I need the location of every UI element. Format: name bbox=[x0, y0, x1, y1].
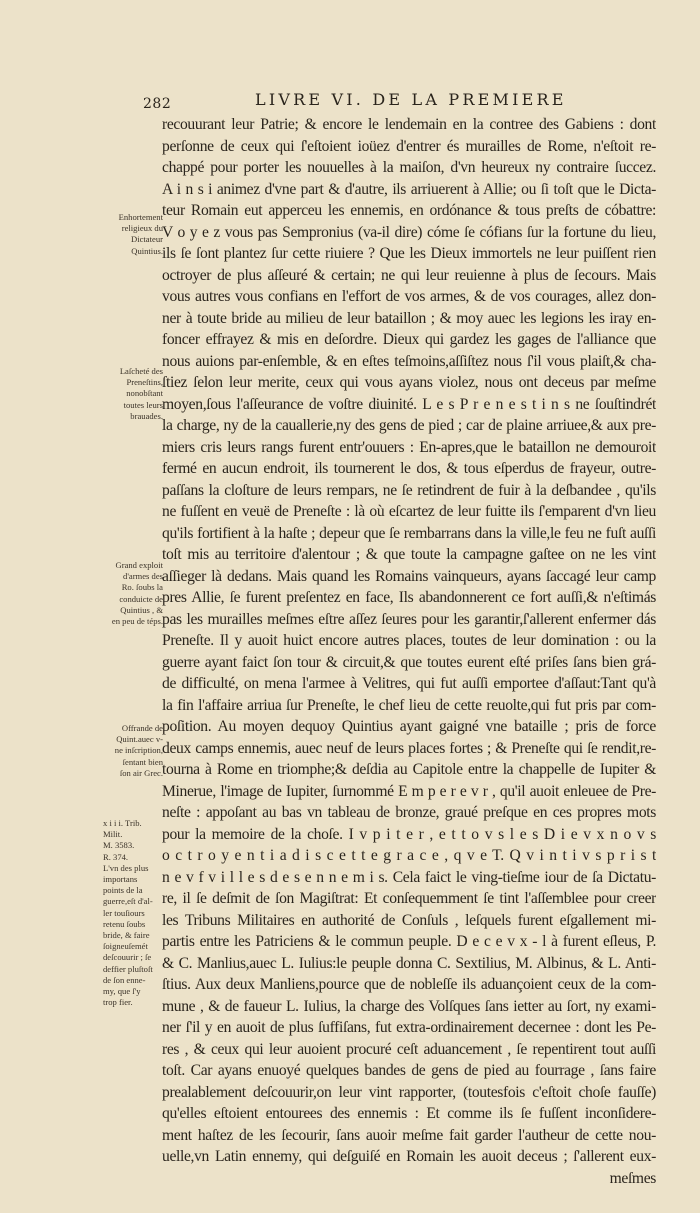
text-line: poſition. Au moyen dequoy Quintius ayant gaigné vne bataille ; pris de force bbox=[162, 718, 656, 735]
text-line: recouurant leur Patrie; & encore le lendemain en la contree des Gabiens : dont bbox=[162, 116, 656, 133]
text-line: guerre ayant faict ſon tour & circuit,& que toutes eurent eſté priſes ſans bien grá- bbox=[162, 653, 656, 671]
margin-note-line: deſcouurir ; ſe bbox=[103, 952, 152, 963]
body-text bbox=[162, 114, 656, 1189]
margin-note-exhortation bbox=[103, 212, 163, 257]
text-line: & C. Manlius,auec L. Iulius:le peuple donna C. Sextilius, M. Albinus, & L. Anti- bbox=[162, 954, 656, 972]
margin-note-line: nonobſtant bbox=[126, 388, 163, 399]
margin-note-line: M. 3583. bbox=[103, 840, 135, 851]
text-line: ſtiez ſelon leur merite, ceux qui vous ayans violez, nous ont deceus par meſme bbox=[162, 374, 656, 391]
text-line: partis entre les Patriciens & le commun peuple. D e c e v x - l à furent eſleus, P. bbox=[162, 933, 656, 950]
margin-note-line: points de la bbox=[103, 885, 143, 896]
margin-note-line: x i i i. Trib. bbox=[103, 818, 142, 828]
text-line: A i n s i animez d'vne part & d'autre, ils arriuerent à Allie; ou ſi toſt que le Dicta- bbox=[162, 180, 656, 198]
text-line: ner à toute bride au milieu de leur bataillon ; & moy auec les legions les iray en- bbox=[162, 309, 656, 327]
text-line: toſt mis au territoire d'alentour ; & que toute la campagne gaſtee on ne les vint bbox=[162, 546, 656, 563]
margin-note-exploit bbox=[103, 560, 163, 627]
text-line: pour la memoire de la choſe. I v p i t e r , e t t o v s l e s D i e v x n o v s bbox=[162, 825, 656, 843]
margin-note-line: Offrande de bbox=[121, 723, 163, 733]
text-line: moyen,ſous l'aſſeurance de voſtre diuinité. L e s P r e n e s t i n s ne ſouſtindrét bbox=[162, 395, 656, 413]
margin-note-line: trop fier. bbox=[103, 997, 133, 1008]
text-line: fermé en aucun endroit, ils tournerent le dos, & tous eſperdus de frayeur, outre- bbox=[162, 460, 656, 477]
text-line: pas les murailles meſmes eſtre aſſez ſeures pour les garantir,ſ'allerent enfermer dás bbox=[162, 610, 656, 628]
margin-note-line: ler touſiours bbox=[103, 907, 145, 918]
margin-note-prenestins bbox=[103, 366, 163, 422]
text-line: res , & ceux qui leur auoient procuré ceſt aduancement , ſe repentirent tout auſſi bbox=[162, 1040, 656, 1058]
text-line: la fin l'affaire arriua ſur Preneſte, le chef lieu de cette reuolte,qui fut pris par com- bbox=[162, 696, 656, 714]
text-line: neſte : appoſant au bas vn tableau de bronze, graué preſque en ces propres mots bbox=[162, 804, 656, 821]
text-line: pres Allie, ſe furent preſentez en face, Ils abandonnerent ce fort auſſi,& n'eſtimás bbox=[162, 589, 656, 606]
text-line: Preneſte. Il y auoit huict encore autres places, toutes de leur domination : ou la bbox=[162, 632, 656, 649]
text-line: les Tribuns Militaires en authorité de Conſuls , leſquels furent eſgallement mi- bbox=[162, 911, 656, 929]
text-line: qu'ils fortifient à la haſte ; depeur que ſe rembarrans dans la ville,le feu ne fuſt auſſi bbox=[162, 524, 656, 542]
margin-note-line: Quintius , & bbox=[120, 604, 163, 615]
margin-note-line: brauades. bbox=[130, 410, 163, 421]
margin-note-line: retenu ſoubs bbox=[103, 918, 146, 929]
text-line: la charge, ny de la cauallerie,ny des gens de pied ; car de plaine arriuee,& aux pre- bbox=[162, 417, 656, 434]
margin-note-line: en peu de téps. bbox=[111, 616, 163, 627]
text-line: foncer effrayez & mis en deſordre. Dieux qui gardez les gages de l'alliance que bbox=[162, 331, 656, 348]
text-line: perſonne de ceux qui ſ'eſtoient ioüez d'entrer és murailles de Rome, n'eſtoit re- bbox=[162, 137, 656, 155]
text-line: n e v f v i l l e s d e s e n n e m i s. Cela faict le ving-tieſme iour de ſa Dictatu- bbox=[162, 868, 656, 886]
text-line: ſtius. Aux deux Manliens,pource que de nobleſſe ils aduançoient ceux de la com- bbox=[162, 976, 656, 993]
text-line: V o y e z vous pas Sempronius (va-il dire) cóme ſe cófians ſur la fortune du lieu, bbox=[162, 223, 656, 241]
margin-note-line: Dictateur bbox=[131, 234, 163, 245]
margin-note-offrande bbox=[103, 723, 163, 779]
text-line: Minerue, l'image de Iupiter, ſurnommé E m p e r e v r , qu'il auoit enleuee de Pre- bbox=[162, 782, 656, 800]
margin-note-line: Ro. ſoubs la bbox=[121, 582, 163, 593]
text-line: ment haſtez de les ſecourir, ſans auoir meſme fait garder l'autheur de cette nou- bbox=[162, 1126, 656, 1144]
text-line: teur Romain eut apperceu les ennemis, en ordónance & tous preſts de cóbattre: bbox=[162, 202, 656, 219]
text-line: ner ſ'il y en auoit de plus ſuffiſans, fut extra-ordinairement decernee : dont les Pe- bbox=[162, 1019, 656, 1036]
margin-note-line: ſon air Grec. bbox=[119, 767, 163, 778]
text-line: chappé pour porter les nouuelles à la maiſon, d'vn heureux ny contraire ſuccez. bbox=[162, 159, 656, 176]
margin-note-line: Preneſtins, bbox=[126, 377, 163, 388]
margin-note-line: guerre,eſt d'al- bbox=[103, 896, 153, 907]
page-number: 282 bbox=[143, 96, 172, 112]
margin-note-line: ſentant bien bbox=[122, 756, 163, 767]
text-line: octroyer de plus aſſeuré & certain; ne qui leur reuienne à plus de ſecours. Mais bbox=[162, 266, 656, 284]
text-line: tourna à Rome en triomphe;& deſdia au Capitole entre la chappelle de Iupiter & bbox=[162, 761, 656, 778]
text-line: re, il ſe deſmit de ſon Magiſtrat: Et conſequemment ſe tint l'aſſemblee pour creer bbox=[162, 890, 656, 907]
text-line: de difficulté, on mena l'armee à Velitres, qui fut auſſi emportee d'aſſaut:Tant qu'à bbox=[162, 675, 656, 692]
text-line: qu'elles eſtoient entourees des ennemis : Et comme ils ſe fuſſent inconſidere- bbox=[162, 1105, 656, 1122]
margin-note-line: conduicte de bbox=[119, 593, 163, 604]
running-head: LIVRE VI. DE LA PREMIERE bbox=[255, 90, 567, 109]
text-line: vous autres vous confians en l'effort de vos armes, & de vos courages, allez don- bbox=[162, 288, 656, 305]
margin-note-line: d'armes des bbox=[123, 571, 163, 582]
margin-note-line: Quintius. bbox=[131, 245, 163, 256]
margin-note-line: my, que ſ'y bbox=[103, 986, 141, 997]
margin-note-line: de ſon enne- bbox=[103, 974, 146, 985]
margin-note-line: Enhortement bbox=[118, 212, 163, 222]
margin-note-line: Laſcheté des bbox=[119, 366, 163, 376]
text-line: ils ſe ſont plantez ſur cette riuiere ? Que les Dieux immortels ne leur puiſſent rien bbox=[162, 245, 656, 262]
text-line: miers cris leurs rangs furent entr'ouuers : En-apres,que le bataillon ne demouroit bbox=[162, 438, 656, 456]
margin-note-line: Milit. bbox=[103, 829, 123, 840]
text-line: prealablement deſcouurir,on leur vint rapporter, (toutesfois c'eſtoit choſe fauſſe) bbox=[162, 1083, 656, 1101]
margin-note-line: importans bbox=[103, 874, 138, 885]
text-line: nous auions par-enſemble, & en eſtes teſmoins,aſſiſtez nous ſ'il vous plaiſt,& cha- bbox=[162, 352, 656, 370]
margin-note-line: religieux du bbox=[121, 223, 163, 234]
margin-note-tribuns bbox=[103, 818, 163, 1008]
margin-note-line: bride, & faire bbox=[103, 930, 150, 941]
text-line: o c t r o y e n t i a d i s c e t t e g r a c e , q v e T. Q v i n t i v s p r i s t bbox=[162, 847, 656, 864]
margin-note-line: ne inſcription, bbox=[114, 745, 163, 756]
margin-note-line: deffier pluſtoſt bbox=[103, 963, 153, 974]
text-line: uelle,vn Latin ennemy, qui deſguiſé en Romain les auoit deceus ; ſ'allerent eux- bbox=[162, 1148, 656, 1165]
text-line: toſt. Car ayans enuoyé quelques bandes de gens de pied au fourrage , ſans faire bbox=[162, 1062, 656, 1079]
margin-note-line: Quint.auec v- bbox=[116, 734, 163, 745]
margin-note-line: L'vn des plus bbox=[103, 862, 149, 873]
margin-note-line: R. 374. bbox=[103, 851, 129, 862]
margin-note-line: Grand exploit bbox=[115, 560, 163, 570]
margin-note-line: toutes leurs bbox=[123, 399, 163, 410]
catchword: meſmes bbox=[609, 1169, 656, 1187]
margin-note-line: ſoigneuſemét bbox=[103, 941, 148, 952]
text-line: ne fuſſent en veuë de Preneſte : là où eſcartez de leur fuitte ils ſ'emparent d'vn lieu bbox=[162, 503, 656, 520]
text-line: mune , & de faueur L. Iulius, la charge des Volſques ſans ietter au ſort, ny exami- bbox=[162, 997, 656, 1015]
text-line: aſſieger là dedans. Mais quand les Romains vainqueurs, ayans ſaccagé leur camp bbox=[162, 567, 656, 585]
text-line: deux camps ennemis, auec neuf de leurs places fortes ; & Preneſte qui ſe rendit,re- bbox=[162, 739, 656, 757]
text-line: paſſans la cloſture de leurs rempars, ne ſe retindrent de fuir à la deſbandee , qu'ils bbox=[162, 481, 656, 499]
